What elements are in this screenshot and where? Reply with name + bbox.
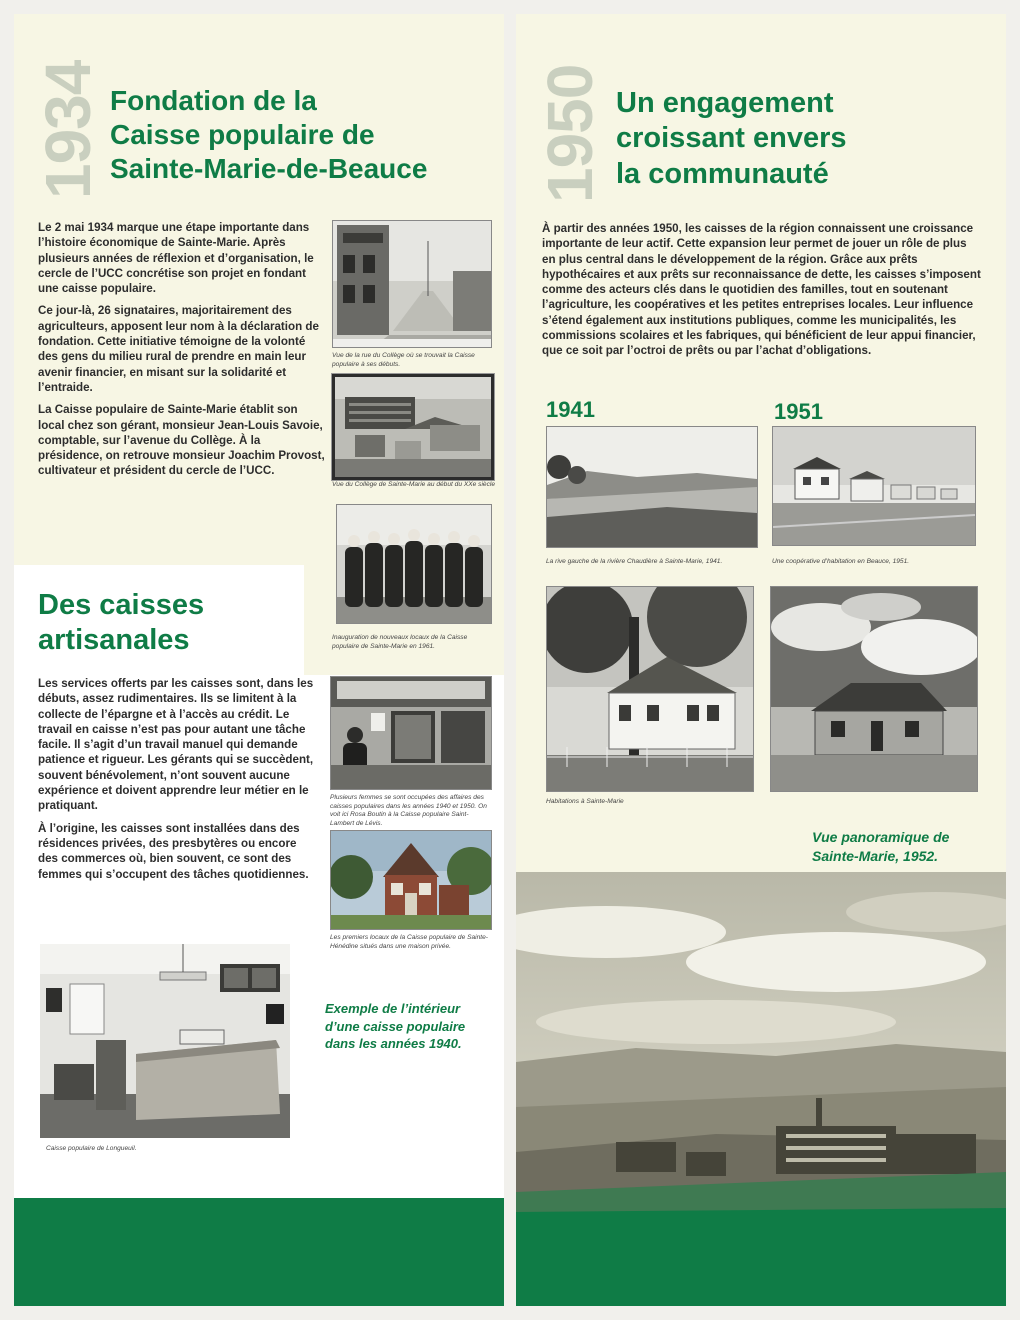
year-1934: 1934 [32,60,104,199]
caption-inauguration: Inauguration de nouveaux locaux de la Caisse populaire de Sainte-Marie en 1961. [332,634,468,650]
quote-line: Sainte-Marie, 1952. [812,847,939,864]
caption-henedine: Les premiers locaux de la Caisse populaire de Sainte-Hénédine situés dans une maison privée. [330,934,488,950]
title-line: artisanales [38,624,190,657]
paragraph: La Caisse populaire de Sainte-Marie établit son local chez son gérant, monsieur Jean-Louis Savoie, comptable, sur l’avenue du Collège. À la présidence, on retrouve monsieur Joachim Provost, cultivateur et président du cercle de l’UCC. [38,403,325,478]
title-line: Un engagement [616,87,834,119]
photo-habitation-1 [546,586,754,792]
quote-line: dans les années 1940. [325,1036,462,1052]
title-line: croissant envers [616,122,847,155]
photo-cooperative-1951 [772,426,976,546]
title-engagement [616,86,847,192]
quote-line: Vue panoramique de [812,829,950,845]
photo-rosa-boutin [330,676,492,790]
photo-college [332,374,494,480]
title-line: Sainte-Marie-de-Beauce [110,153,428,185]
right-panel [516,14,1006,1306]
paragraph: Les services offerts par les caisses sont, dans les débuts, assez rudimentaires. Ils se limitent à la collecte de l’épargne et à l’accès au crédit. Le travail en caisse n’est pas pour autant une tâche facile. Il s’agit d’un travail manuel qui demande patience et rigueur. Les gérants qui se succèdent, souvent bénévolement, n’ont souvent aucune expérience et doivent apprendre leur métier en le pratiquant. [38,677,314,813]
quote-panoramique [812,828,992,866]
quote-line: Exemple de l’intérieur [325,1001,461,1016]
caption-longueuil: Caisse populaire de Longueuil. [46,1145,137,1152]
title-caisses-artisanales [38,588,204,659]
photo-panorama-1952 [516,872,1006,1306]
title-line: la communauté [616,157,829,190]
green-footer-left [14,1198,504,1306]
photo-riviere-1941 [546,426,758,548]
photo-longueuil [40,944,290,1138]
engagement-text [542,221,982,366]
caption-habitations: Habitations à Sainte-Marie [546,798,624,805]
left-panel [14,14,504,1306]
quote-line: d’une caisse populaire [325,1018,466,1034]
title-line: Caisse populaire de [110,119,375,151]
paragraph: À l’origine, les caisses sont installées dans des résidences privées, des presbytères ou encore des commerces où, bien souvent, ce sont des femmes qui s’occupent des tâches quotidiennes. [38,821,309,881]
caption-rosa-boutin: Plusieurs femmes se sont occupées des affaires des caisses populaires dans les années 1940 et 1950. On voit ici Rosa Boutin à la Caisse populaire Saint-Lambert de Lévis. [330,794,487,827]
title-line: Fondation de la [110,85,317,116]
label-1951: 1951 [774,399,823,424]
caption-college: Vue du Collège de Sainte-Marie au début du XXe siècle [332,481,495,488]
artisanales-text [38,676,316,889]
title-line: Des caisses [38,589,205,621]
quote-interieur [325,1000,500,1053]
year-1950: 1950 [534,64,606,203]
photo-henedine [330,830,492,930]
photo-habitation-2 [770,586,978,792]
label-1941: 1941 [546,397,595,422]
paragraph: Ce jour-là, 26 signataires, majoritairement des agriculteurs, apposent leur nom à la déclaration de fondation. Cette initiative témoigne de la volonté des gens du milieu rural de prendre en main leur avenir financier, en misant sur la solidarité et l’entraide. [38,304,319,394]
caption-riviere: La rive gauche de la rivière Chaudière à Sainte-Marie, 1941. [546,558,723,565]
title-fondation [110,84,427,186]
photo-inauguration [336,504,492,624]
caption-rue-college: Vue de la rue du Collège où se trouvait la Caisse populaire à ses débuts. [332,352,475,368]
photo-rue-college [332,220,492,348]
paragraph: Le 2 mai 1934 marque une étape importante dans l’histoire économique de Sainte-Marie. Après plusieurs années de réflexion et d’organisation, le cercle de l’UCC concrétise son projet en fondant une caisse populaire. [38,221,314,296]
paragraph: À partir des années 1950, les caisses de la région connaissent une croissance importante de leur actif. Cette expansion leur permet de jouer un rôle de plus en plus central dans le développement de la région. Grâce aux prêts hypothécaires et aux prêts sur reconnaissance de dette, les caisses s’imposent comme des acteurs clés dans le quotidien des familles, tout en soutenant l’agriculture, les coopératives et les petites entreprises locales. Leur influence s’étend également aux institutions publiques, comme les municipalités, les commissions scolaires et les fabriques, qui bénéficient de leur appui financier, que ce soit par l’octroi de prêts ou par l’achat d’obligations. [542,222,981,358]
fondation-text [38,220,326,486]
caption-cooperative: Une coopérative d’habitation en Beauce, 1951. [772,558,910,565]
